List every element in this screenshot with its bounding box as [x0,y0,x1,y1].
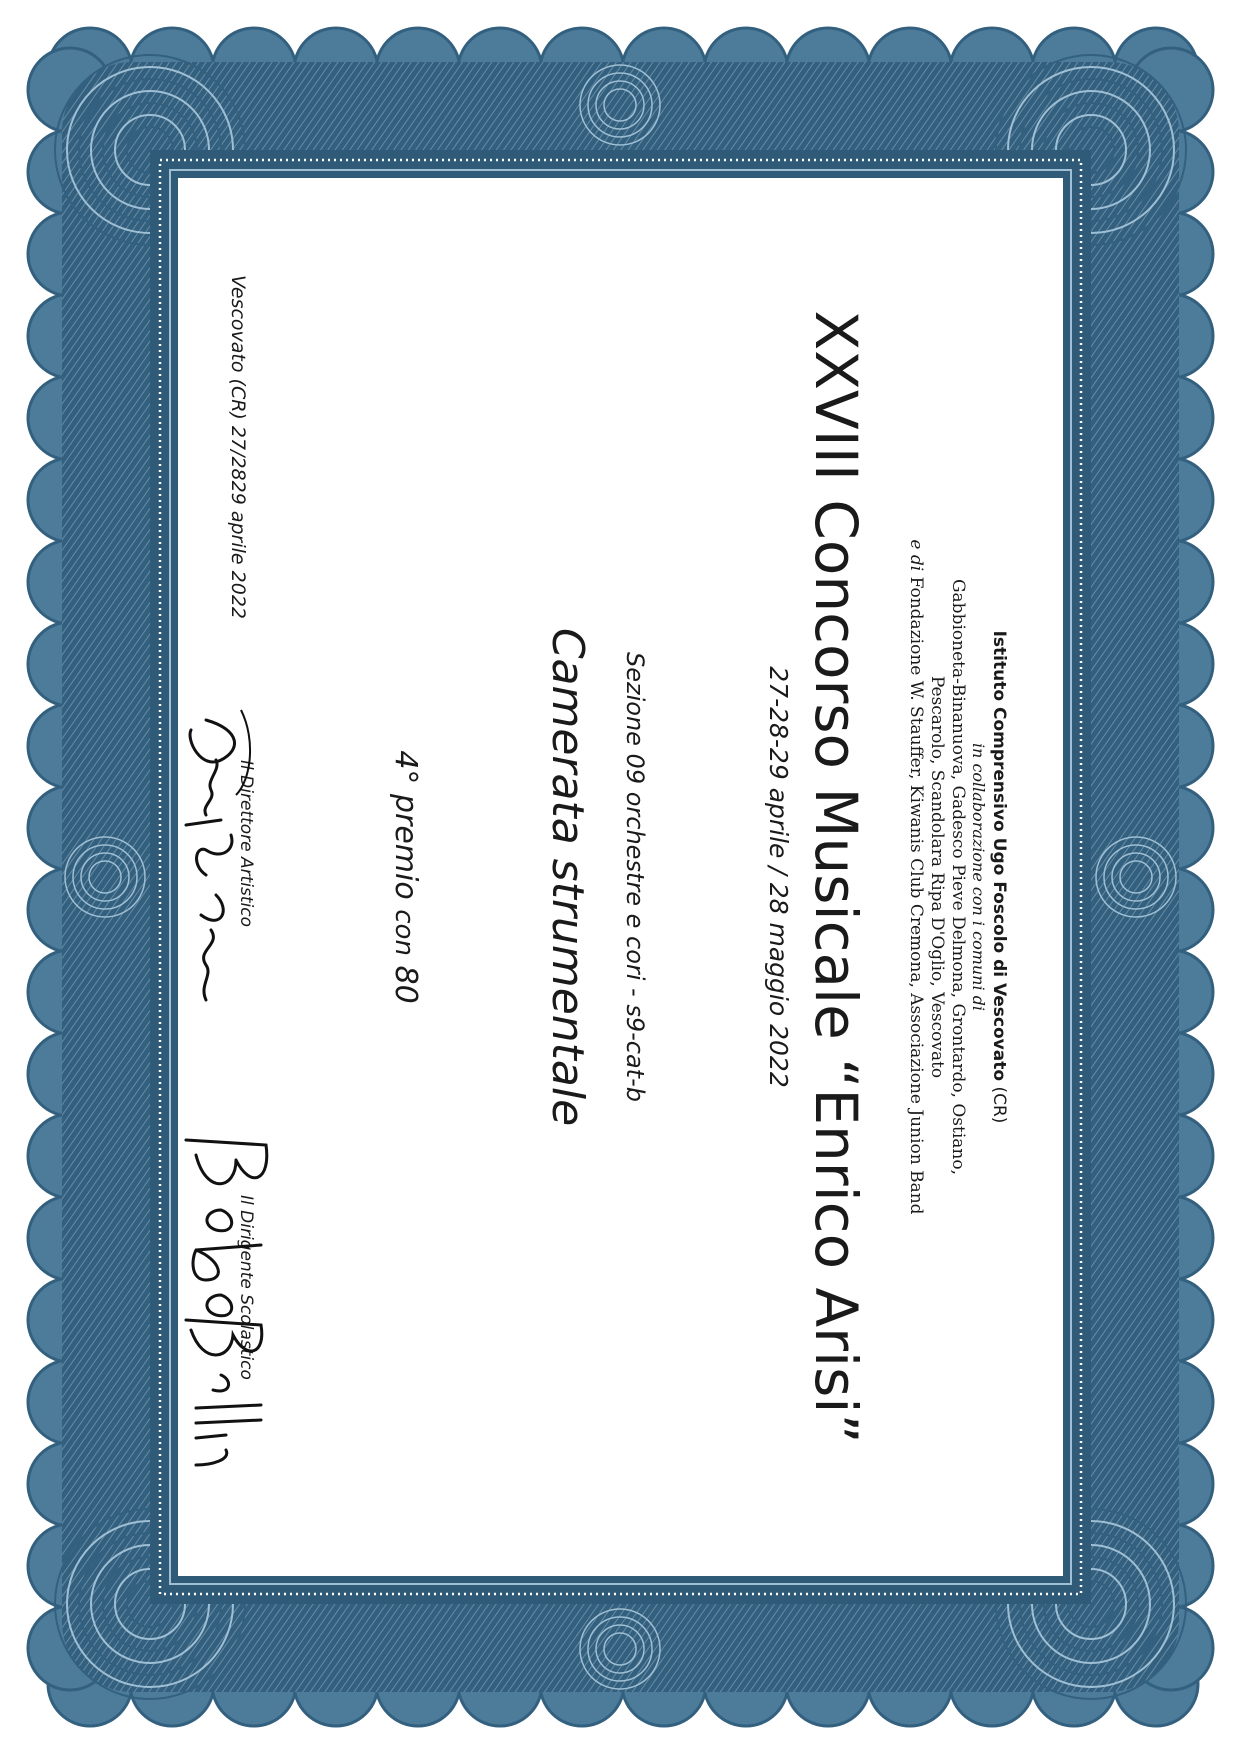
prize-rank: 4 [388,750,423,770]
collaboration-intro: in collaborazione con i comuni di [969,742,988,1012]
section-label: Sezione 09 orchestre e cori - s9-cat-b [621,652,649,1102]
organizer-line [989,0,1009,1754]
prize-ordinal-mark: ° [388,769,423,785]
signature-role-director: Il Direttore Artistico [236,760,256,927]
prize-connector: con [389,909,419,956]
contest-dates: 27-28-29 aprile / 28 maggio 2022 [764,666,793,1088]
signature-role-principal: Il Dirigente Scolastico [236,1195,256,1380]
contest-title [803,0,869,1754]
contest-title-text: XXVIII Concorso Musicale “Enrico Arisi” [802,310,870,1444]
partners-line [906,0,926,1754]
partners-prefix: e di [906,539,926,572]
signature-director [161,700,261,1030]
prize-word: premio [388,793,423,900]
institute-name: Istituto Comprensivo Ugo Foscolo di Vescovato [989,630,1009,1082]
signature-principal [171,1120,281,1480]
partners-list: Fondazione W. Stauffer, Kiwanis Club Cremona, Associazione Junion Band [906,576,926,1215]
prize-line [388,0,423,1754]
place-date: Vescovato (CR) 27/2829 aprile 2022 [227,275,249,620]
participant-name: Camerata strumentale [542,627,593,1127]
prize-score: 80 [388,965,423,1004]
municipalities-line-2: Pescarolo, Scandolara Ripa D'Oglio, Vescovato [927,675,947,1079]
institute-suffix: (CR) [989,1086,1009,1124]
municipalities-line-1: Gabbioneta-Binanuova, Gadesco Pieve Delmona, Grontardo, Ostiano, [948,578,968,1176]
